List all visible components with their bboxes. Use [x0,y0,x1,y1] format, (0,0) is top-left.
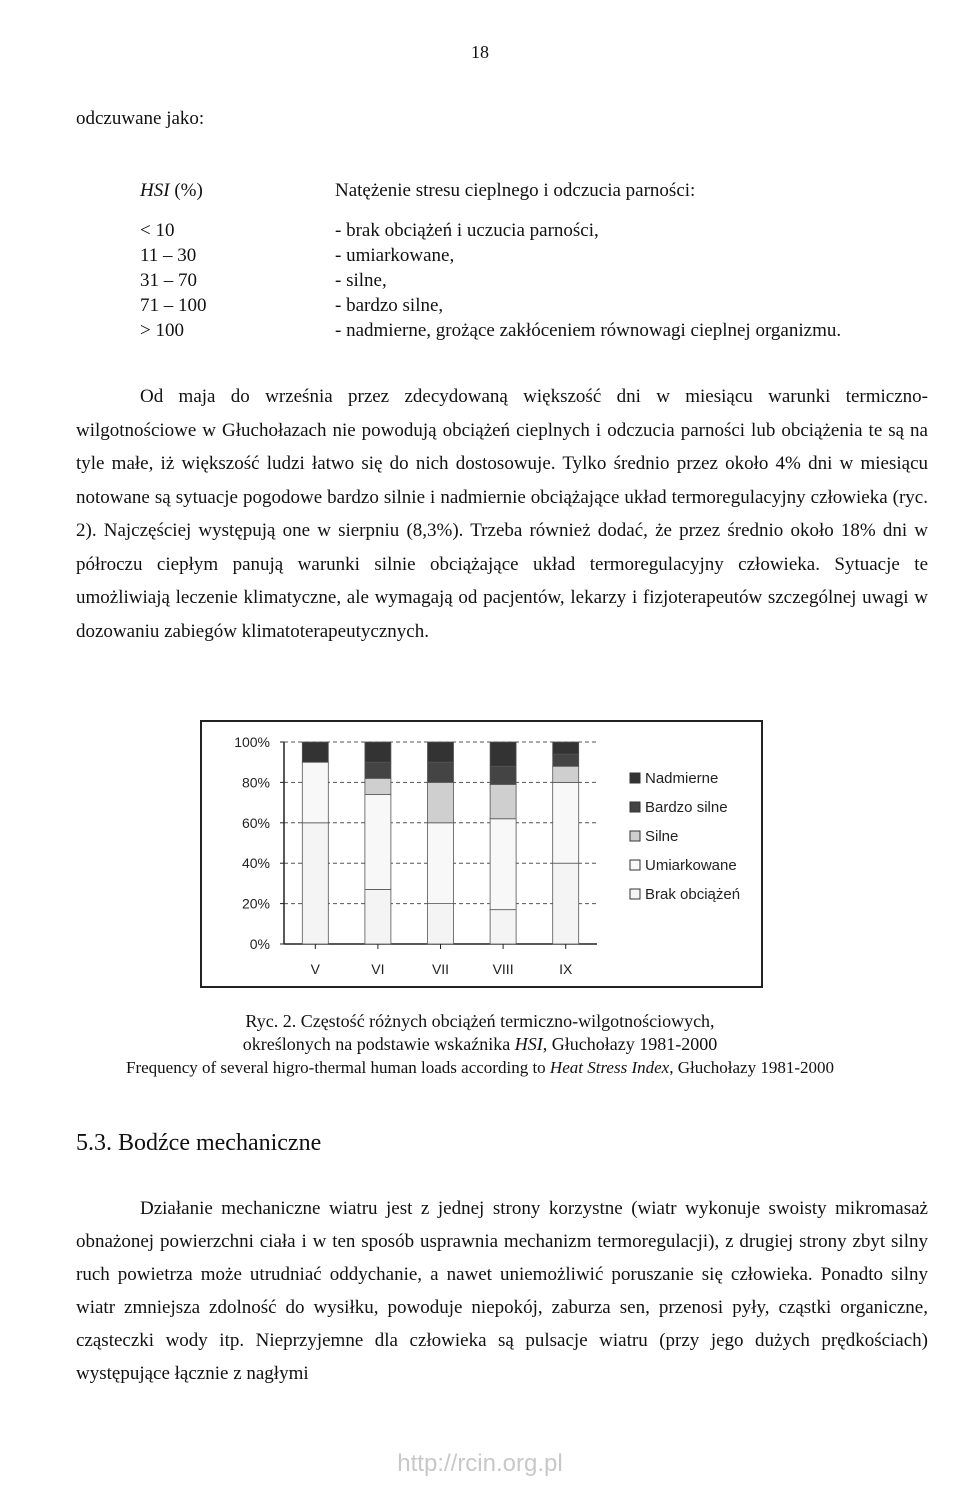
y-tick-label: 80% [241,774,270,791]
legend-swatch [630,860,640,870]
legend-label: Brak obciążeń [645,886,741,903]
y-tick-label: 40% [241,855,270,872]
hsi-range: 71 – 100 [140,295,207,316]
legend-label: Umiarkowane [645,857,737,874]
y-tick-label: 100% [234,734,270,750]
bar-segment [490,742,516,766]
body-paragraph-1 [76,380,928,648]
hsi-row [140,268,841,293]
stacked-bar-chart [200,720,763,988]
caption-text: określonych na podstawie wskaźnika [242,1034,515,1054]
bar-segment [428,742,454,762]
bar-segment [553,742,579,754]
section-heading: 5.3. Bodźce mechaniczne [76,1130,322,1156]
hsi-desc: - bardzo silne, [335,295,444,316]
hsi-index-label: HSI [140,180,170,201]
legend-swatch [630,773,640,783]
watermark-url: http://rcin.org.pl [397,1450,563,1477]
page-number: 18 [471,42,489,62]
x-tick-label: VIII [492,961,514,977]
bar-segment [365,795,391,890]
caption-text: , Głuchołazy 1981-2000 [669,1058,834,1077]
caption-line-2 [0,1033,960,1056]
hsi-range: 31 – 70 [140,270,197,291]
legend-label: Silne [645,828,679,845]
bar-segment [365,889,391,944]
legend-label: Nadmierne [645,770,719,787]
hsi-desc: - brak obciążeń i uczucia parności, [335,220,599,241]
x-tick-label: VII [431,961,450,977]
hsi-row [140,243,841,268]
paragraph-sentence: Sytuacje te umożliwiają leczenie klimatyczne, ale wymagają od pacjentów, lekarzy i fizjoterapeutów szczególnej uwagi w dozowaniu zabiegów klimatoterapeutycznych. [76,553,928,642]
paragraph-sentence: Najczęściej występują one w sierpniu (8,3%). [96,520,464,541]
bar-segment [365,742,391,762]
bar-segment [428,782,454,822]
bar-segment [553,863,579,944]
hsi-row [140,318,841,343]
bar-segment [428,762,454,782]
hsi-row [140,293,841,318]
y-tick-label: 60% [241,814,270,831]
legend-swatch [630,831,640,841]
hsi-desc: - silne, [335,270,387,291]
y-tick-label: 20% [241,895,270,912]
bar-segment [428,823,454,904]
legend-label: Bardzo silne [645,799,728,816]
hsi-table [140,218,841,343]
bar-segment [428,904,454,944]
bar-segment [302,762,328,823]
intro-text: odczuwane jako: [76,108,205,129]
caption-line-1: Ryc. 2. Częstość różnych obciążeń termiczno-wilgotnościowych, [245,1011,715,1031]
bar-segment [553,782,579,863]
hsi-row [140,218,841,243]
x-tick-label: VI [371,961,385,977]
body-paragraph-2: Działanie mechaniczne wiatru jest z jednej strony korzystne (wiatr wykonuje swoisty mikromasaż obnażonej powierzchni ciała i w ten sposób usprawnia mechanizm termoregulacji), z drugiej strony zbyt silny ruch powietrza może utrudniać oddychanie, a nawet uniemożliwić poruszanie się człowieka. Ponadto silny wiatr zmniejsza zdolność do wysiłku, powoduje niepokój, zaburza sen, przenosi pyły, cząstki organiczne, cząsteczki wody itp. Nieprzyjemne dla człowieka są pulsacje wiatru (przy jego dużych prędkościach) występujące łącznie z nagłymi [76,1198,928,1384]
caption-text: Frequency of several higro-thermal human loads according to [126,1058,550,1077]
hsi-table-header [140,180,695,202]
legend-swatch [630,802,640,812]
x-tick-label: V [310,961,320,977]
bar-segment [490,784,516,818]
caption-hsi: HSI [514,1034,543,1054]
bar-segment [490,910,516,944]
figure-caption [0,1010,960,1079]
caption-text: , Głuchołazy 1981-2000 [542,1034,718,1054]
bar-segment [365,762,391,778]
chart-canvas [202,722,761,986]
bar-segment [553,754,579,766]
legend-swatch [630,889,640,899]
hsi-range: 11 – 30 [140,245,197,266]
hsi-desc: - nadmierne, grożące zakłóceniem równowagi cieplnej organizmu. [335,320,842,341]
bar-segment [490,766,516,784]
paragraph-sentence: Trzeba również dodać, że przez średnio około 18% dni w półroczu ciepłym panują warunki silnie obciążające układ termoregulacyjny człowieka. [76,520,929,575]
bar-segment [302,823,328,944]
bar-segment [365,778,391,794]
paragraph-sentence: Od maja do września przez zdecydowaną większość dni w miesiącu warunki termiczno-wilgotnościowe w Głuchołazach nie powodują obciążeń cieplnych i odczucia parności lub obciążenia te są na tyle małe, iż większość ludzi łatwo się do nich dostosowuje. [76,386,928,474]
paragraph-sentence: Tylko średnio przez około 4% dni w miesiącu notowane są sytuacje pogodowe bardzo silnie i nadmiernie obciążające układ termoregulacyjny człowieka (ryc. 2). [76,453,928,541]
x-tick-label: IX [559,961,573,977]
caption-index-name: Heat Stress Index [549,1058,670,1077]
hsi-desc: - umiarkowane, [335,245,455,266]
bar-segment [490,819,516,910]
caption-english [0,1056,960,1079]
hsi-desc-header: Natężenie stresu cieplnego i odczucia parności: [335,180,696,201]
hsi-unit-label: (%) [169,180,203,201]
bar-segment [553,766,579,782]
hsi-range: > 100 [140,320,184,341]
hsi-range: < 10 [140,220,175,241]
bar-segment [302,742,328,762]
y-tick-label: 0% [249,936,270,952]
